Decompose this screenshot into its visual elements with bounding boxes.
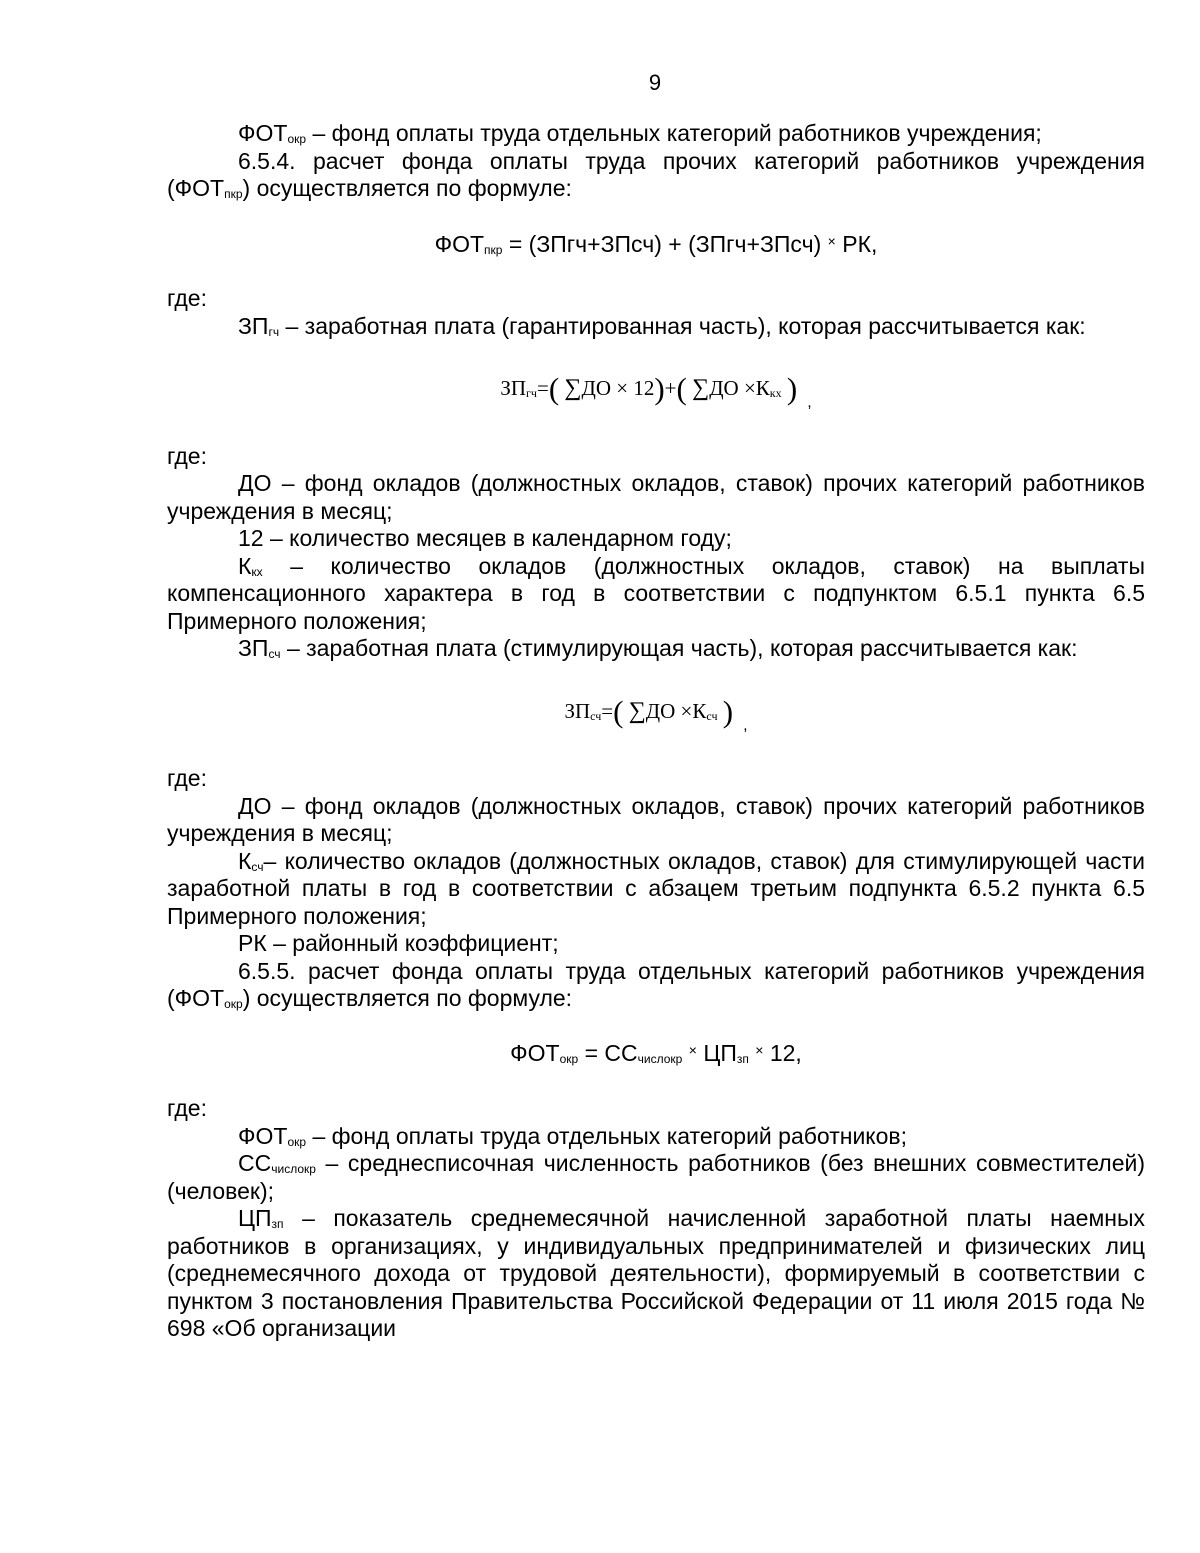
where-label: где: (167, 285, 207, 311)
formula-zp-gch: $ЗП_{гч}=$( ∑ДО × 12)+( $\sum ДО \times К_{кх}$ ) $_,$ (500, 371, 812, 411)
document-body (167, 120, 1145, 1343)
paragraph-rk: РК – районный коэффициент; (238, 930, 559, 956)
paragraph-6-5-4: 6.5.4. расчет фонда оплаты труда прочих категорий работников учреждения $(ФОТ_{пкр})$ осуществляется по формуле: (167, 147, 1145, 201)
paragraph-tsp-zp: $ЦП_{зп}$ – показатель среднемесячной начисленной заработной платы наемных работников в организациях, у индивидуальных предпринимателей и физических лиц (среднемесячного дохода от трудовой деятельности), формируемый в соответствии с пунктом 3 постановления Правительства Российской Федерации от 11 июля 2015 года № 698 «Об организации (167, 1205, 1146, 1341)
paragraph-k-kx: $К_{кх}$ – количество окладов (должностных окладов, ставок) на выплаты компенсационного характера в год в соответствии с подпунктом 6.5.1 пункта 6.5 Примерного положения; (167, 552, 1146, 634)
paragraph-ss-chislokr: $СС_{числокр}$ – среднесписочная численность работников (без внешних совместителей) (человек); (167, 1150, 1145, 1204)
paragraph-zp-gch: $ЗП_{гч}$ – заработная плата (гарантированная часть), которая рассчитывается как: (238, 312, 1086, 339)
formula-zp-sch: $ЗП_{сч}=$( $\sum ДО \times К_{сч}$ ) $_,$ (564, 693, 748, 734)
formula-fot-okr: $ФОТ_{окр} = СС_{числокр}$ × $ЦП_{зп}$ × 12, (510, 1039, 802, 1066)
paragraph-zp-sch: $ЗП_{сч}$ – заработная плата (стимулирующая часть), которая рассчитывается как: (238, 635, 1078, 661)
where-label: где: (167, 765, 207, 791)
paragraph-6-5-5: 6.5.5. расчет фонда оплаты труда отдельных категорий работников учреждения $(ФОТ_{окр})$ осуществляется по формуле: (167, 957, 1145, 1011)
paragraph-k-sch: $К_{сч}-$ количество окладов (должностных окладов, ставок) для стимулирующей части заработной платы в год в соответствии с абзацем третьим подпункта 6.5.2 пункта 6.5 Примерного положения; (167, 847, 1145, 929)
page-number: 9 (648, 70, 662, 95)
paragraph-fot-okr-definition: $ФОТ_{окр}$ – фонд оплаты труда отдельных категорий работников учреждения; (238, 120, 1042, 146)
paragraph-12-months: 12 – количество месяцев в календарном году; (238, 525, 732, 551)
formula-fot-pkr: $ФОТ_{пкр}$ = (ЗПгч+ЗПсч) + (ЗПгч+ЗПсч) × РК, (434, 230, 878, 257)
paragraph-do-definition: ДО – фонд окладов (должностных окладов, ставок) прочих категорий работников учреждения в месяц; (167, 470, 1145, 524)
where-label: где: (167, 1095, 207, 1121)
paragraph-fot-okr: $ФОТ_{окр}$ – фонд оплаты труда отдельных категорий работников; (238, 1122, 908, 1149)
paragraph-do-definition-2: ДО – фонд окладов (должностных окладов, ставок) прочих категорий работников учреждения в месяц; (167, 792, 1145, 846)
where-label: где: (167, 442, 207, 469)
